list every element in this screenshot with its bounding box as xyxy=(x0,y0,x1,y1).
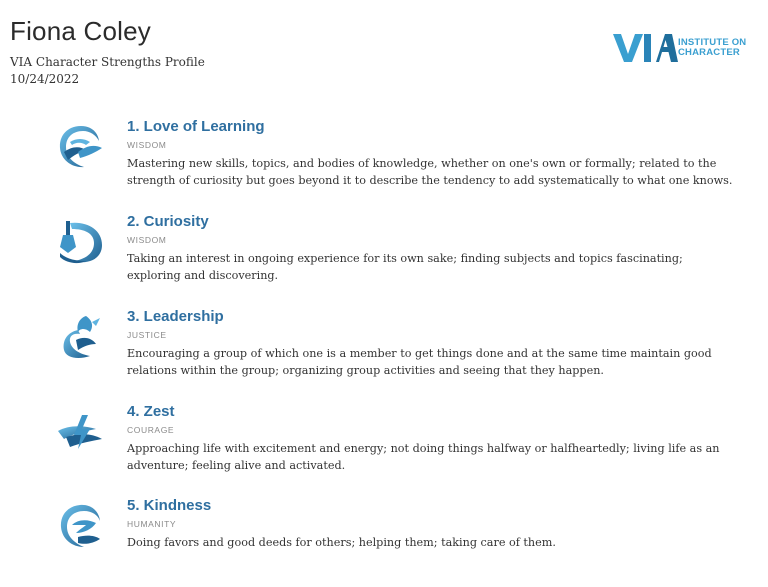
strength-item xyxy=(56,213,736,303)
strength-title: 4. Zest xyxy=(127,403,175,420)
strength-description: Doing favors and good deeds for others; helping them; taking care of them. xyxy=(127,536,556,549)
profile-date: 10/24/2022 xyxy=(10,72,80,86)
strength-virtue: HUMANITY xyxy=(127,519,177,529)
via-logo-text xyxy=(678,38,746,58)
love-of-learning-icon xyxy=(56,122,106,172)
logo-text-line2: CHARACTER xyxy=(678,47,740,58)
strength-virtue: WISDOM xyxy=(127,140,167,150)
profile-name: Fiona Coley xyxy=(10,16,151,46)
leadership-icon xyxy=(56,312,106,362)
strength-item xyxy=(56,308,736,398)
strength-virtue: COURAGE xyxy=(127,425,175,435)
zest-icon xyxy=(56,407,106,457)
strength-description: Mastering new skills, topics, and bodies of knowledge, whether on one's own or formally; related to the strength of curiosity but goes beyond it to describe the tendency to add systematically to what one knows. xyxy=(127,157,733,187)
strength-description: Taking an interest in ongoing experience for its own sake; finding subjects and topics fascinating; exploring and discovering. xyxy=(127,252,683,282)
strength-virtue: JUSTICE xyxy=(127,330,167,340)
strength-title: 2. Curiosity xyxy=(127,213,209,230)
strength-description: Encouraging a group of which one is a member to get things done and at the same time maintain good relations within the group; organizing group activities and seeing that they happen. xyxy=(127,347,712,377)
strength-item xyxy=(56,118,736,208)
via-logo-mark xyxy=(612,30,678,64)
strength-item xyxy=(56,497,736,587)
strength-title: 5. Kindness xyxy=(127,497,212,514)
profile-subtitle: VIA Character Strengths Profile xyxy=(10,55,205,69)
kindness-icon xyxy=(56,501,106,551)
logo-text-line1: INSTITUTE ON xyxy=(678,37,747,48)
curiosity-icon xyxy=(56,217,106,267)
strength-title: 3. Leadership xyxy=(127,308,224,325)
strength-virtue: WISDOM xyxy=(127,235,167,245)
strength-item xyxy=(56,403,736,493)
via-logo xyxy=(612,30,752,64)
strength-description: Approaching life with excitement and energy; not doing things halfway or halfheartedly; living life as an adventure; feeling alive and activated. xyxy=(127,442,720,472)
strength-title: 1. Love of Learning xyxy=(127,118,265,135)
